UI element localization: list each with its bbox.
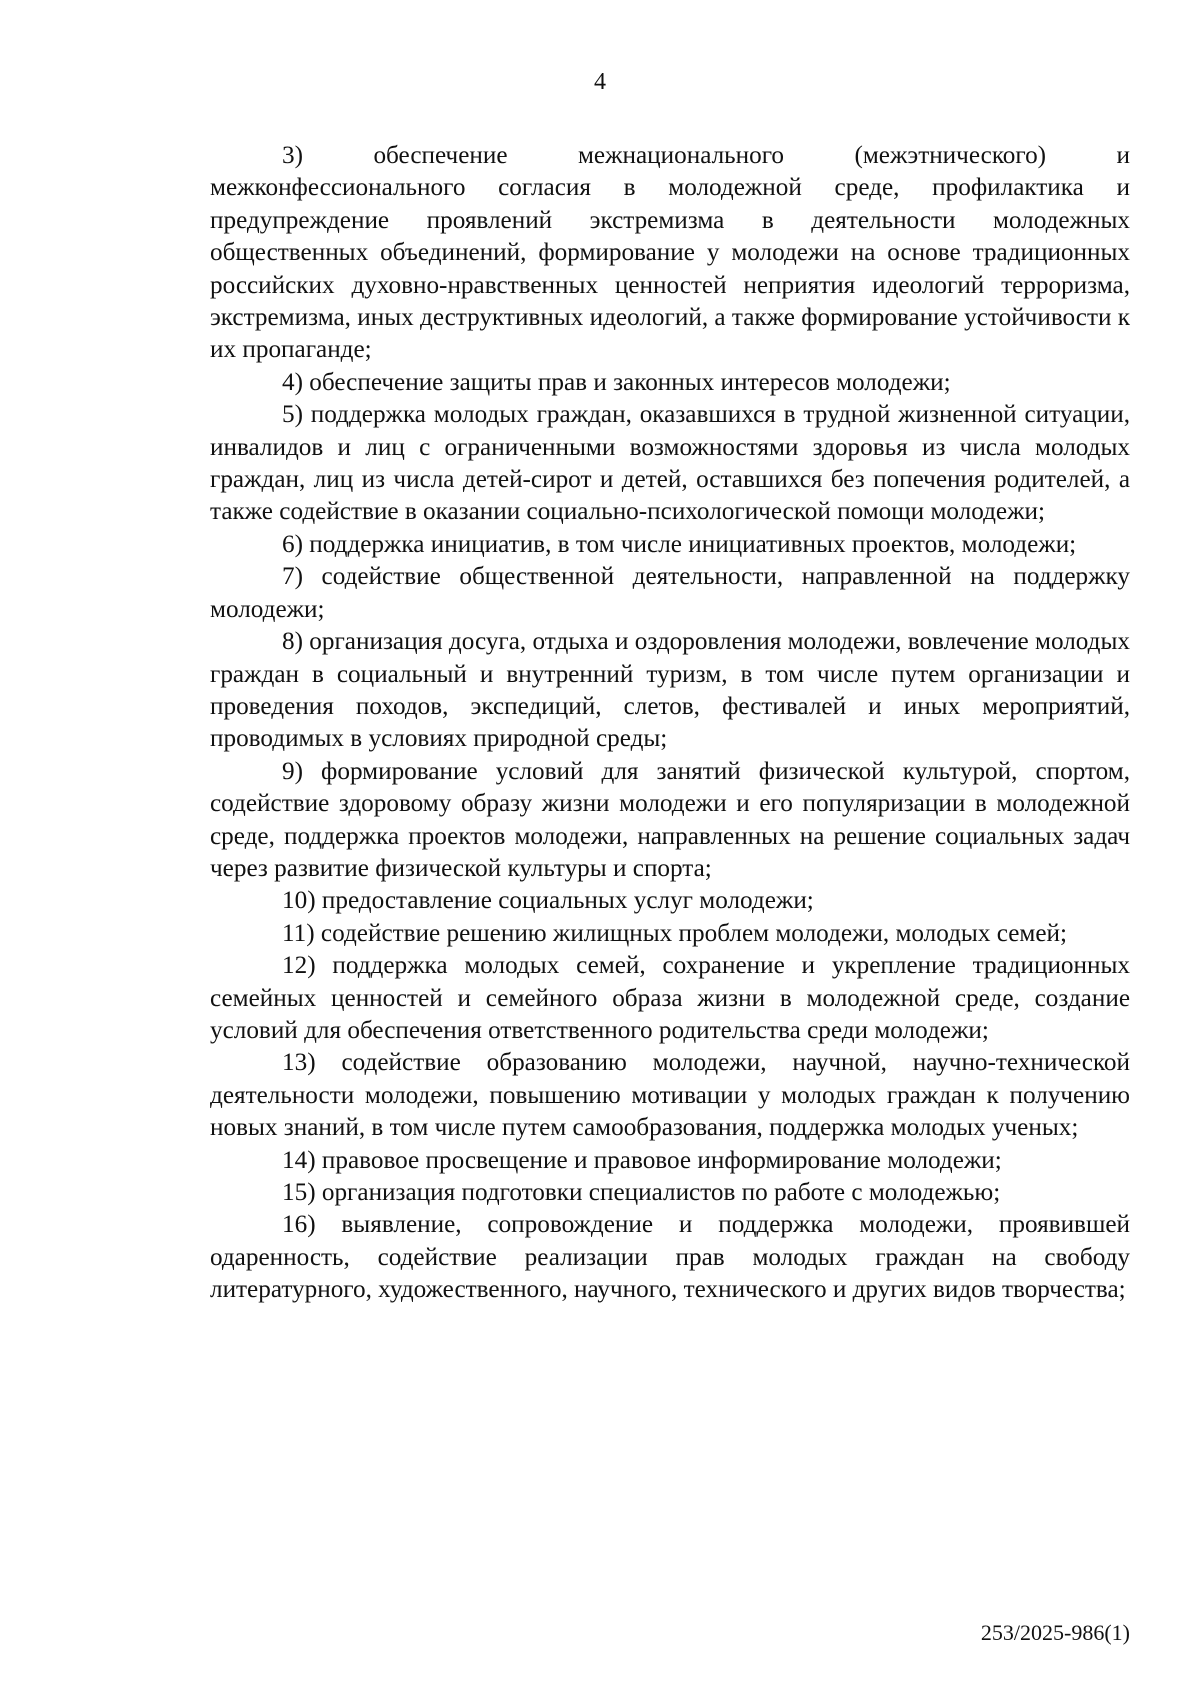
- list-item-3: 3) обеспечение межнационального (межэтнического) и межконфессионального согласия в молодежной среде, профилактика и предупреждение проявлений экстремизма в деятельности молодежных общественных объединений, формирование у молодежи на основе традиционных российских духовно-нравственных ценностей неприятия идеологий терроризма, экстремизма, иных деструктивных идеологий, а также формирование устойчивости к их пропаганде;: [210, 142, 1130, 364]
- list-item-5: 5) поддержка молодых граждан, оказавшихся в трудной жизненной ситуации, инвалидов и лиц с ограниченными возможностями здоровья из числа молодых граждан, лиц из числа детей-сирот и детей, оставшихся без попечения родителей, а также содействие в оказании социально-психологической помощи молодежи;: [210, 401, 1130, 526]
- page-number: 4: [594, 69, 606, 95]
- list-item-11: 11) содействие решению жилищных проблем молодежи, молодых семей;: [282, 919, 1068, 947]
- list-item-6: 6) поддержка инициатив, в том числе инициативных проектов, молодежи;: [282, 530, 1077, 558]
- list-item-12: 12) поддержка молодых семей, сохранение и укрепление традиционных семейных ценностей и семейного образа жизни в молодежной среде, создание условий для обеспечения ответственного родительства среди молодежи;: [210, 952, 1130, 1044]
- list-item-10: 10) предоставление социальных услуг молодежи;: [282, 887, 814, 915]
- list-item-7: 7) содействие общественной деятельности, направленной на поддержку молодежи;: [210, 563, 1130, 623]
- list-item-15: 15) организация подготовки специалистов по работе с молодежью;: [282, 1179, 1001, 1206]
- document-code: 253/2025-986(1): [980, 1620, 1130, 1645]
- list-item-14: 14) правовое просвещение и правовое информирование молодежи;: [282, 1146, 1002, 1174]
- list-item-4: 4) обеспечение защиты прав и законных интересов молодежи;: [282, 368, 951, 396]
- list-item-8: 8) организация досуга, отдыха и оздоровления молодежи, вовлечение молодых граждан в социальный и внутренний туризм, в том числе путем организации и проведения походов, экспедиций, слетов, фестивалей и иных мероприятий, проводимых в условиях природной среды;: [210, 628, 1130, 753]
- list-item-16: 16) выявление, сопровождение и поддержка молодежи, проявившей одаренность, содействие реализации прав молодых граждан на свободу литературного, художественного, научного, технического и других видов творчества;: [210, 1211, 1130, 1304]
- list-item-9: 9) формирование условий для занятий физической культурой, спортом, содействие здоровому образу жизни молодежи и его популяризации в молодежной среде, поддержка проектов молодежи, направленных на решение социальных задач через развитие физической культуры и спорта;: [210, 757, 1130, 882]
- document-body: [210, 140, 1130, 1307]
- list-item-13: 13) содействие образованию молодежи, научной, научно-технической деятельности молодежи, повышению мотивации у молодых граждан к получению новых знаний, в том числе путем самообразования, поддержка молодых ученых;: [210, 1049, 1130, 1142]
